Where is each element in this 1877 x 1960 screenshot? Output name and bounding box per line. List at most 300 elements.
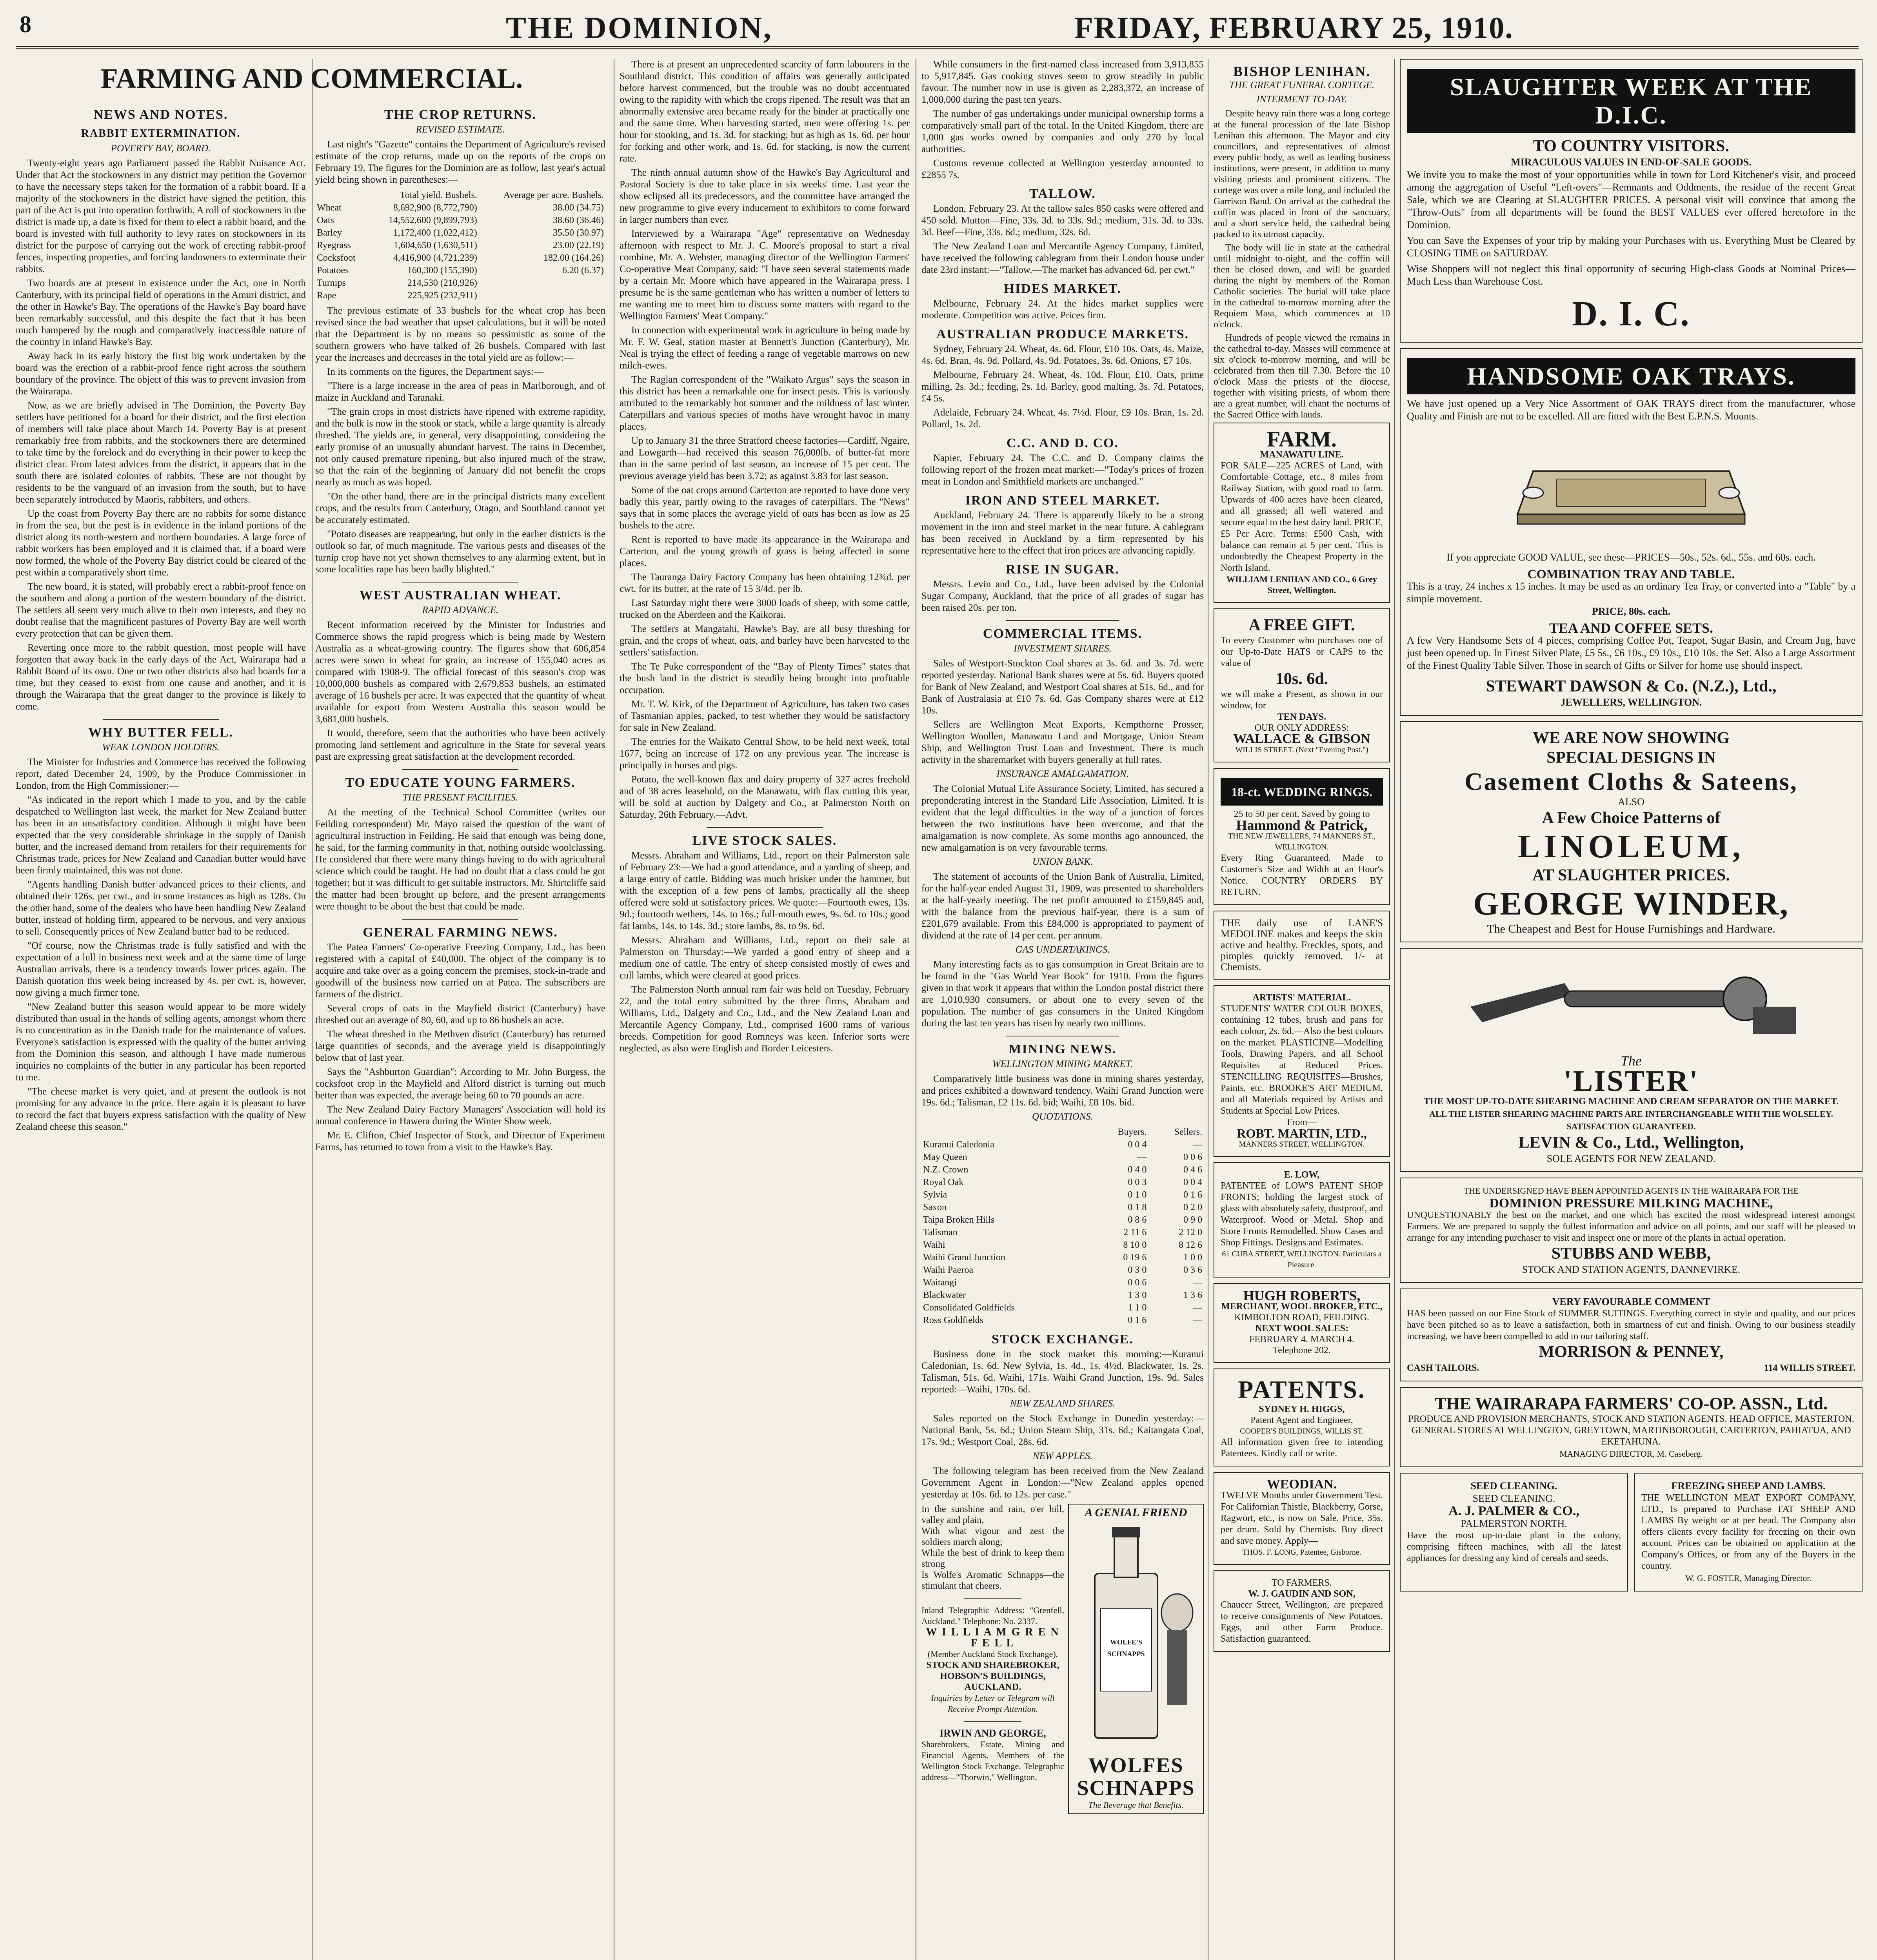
table-cell: 38.60 (36.46)	[553, 215, 604, 225]
patents-title: PATENTS.	[1238, 1376, 1366, 1403]
gaudin-name: W. J. GAUDIN AND SON,	[1248, 1589, 1356, 1599]
winder-ad	[1400, 721, 1862, 942]
cc-title: C.C. AND D. CO.	[1007, 436, 1119, 450]
table-cell: 8 10 0	[1123, 1240, 1147, 1250]
patents-name: SYDNEY H. HIGGS,	[1259, 1404, 1345, 1414]
wa-wheat-subtitle: RAPID ADVANCE.	[422, 605, 499, 615]
table-row	[315, 264, 605, 277]
table-cell: Wheat	[317, 203, 342, 213]
divider	[964, 1598, 1021, 1599]
table-cell: 0 9 0	[1183, 1215, 1202, 1225]
poem-line: In the sunshine and rain, o'er hill, valley and plain,	[921, 1504, 1064, 1525]
quotations-table	[921, 1126, 1204, 1327]
article-paragraph: Messrs. Levin and Co., Ltd., have been advised by the Colonial Sugar Company, Auckland, that the price of all grades of sugar has been raised 20s. per ton.	[921, 579, 1204, 613]
article-paragraph: Napier, February 24. The C.C. and D. Company claims the following report of the frozen meat market:—"Today's prices of frozen meat in London and Smithfield markets are unchanged."	[921, 453, 1204, 487]
page-number: 8	[20, 11, 31, 37]
article-paragraph: Some of the oat crops around Carterton are reported to have done very badly this year, partly owing to the ravages of caterpillars. The "News" says that in some places the average yield of oats has been as low as 25 bushels to the acre.	[620, 485, 910, 531]
table-row	[315, 214, 605, 227]
gaudin-label: TO FARMERS.	[1272, 1578, 1332, 1588]
shearing-machine-icon	[1455, 960, 1808, 1050]
table-cell: 2 11 6	[1123, 1227, 1147, 1238]
table-cell: 0 0 3	[1128, 1177, 1147, 1187]
trays-title: HANDSOME OAK TRAYS.	[1407, 358, 1855, 394]
stubbs-name: STUBBS AND WEBB,	[1551, 1245, 1711, 1263]
roberts-sales-label: NEXT WOOL SALES:	[1255, 1323, 1348, 1334]
article-paragraph: "As indicated in the report which I made to you, and by the cable despatched to Wellington last week, the market for New Zealand butter has been in an unsatisfactory condition. Although it might have been expected that the very considerable shrinkage in the supply of Danish butter, and the increased demand from retailers for their requirements for Christmas trade, prices for New Zealand and Canadian butter would have been firmly maintained, this was not done.	[16, 795, 306, 876]
divider	[964, 1721, 1021, 1722]
table-cell: Talisman	[923, 1227, 958, 1238]
rings-price: 25 to 50 per cent. Saved by going to	[1234, 809, 1370, 819]
table-row	[921, 1189, 1204, 1201]
article-paragraph: It would, therefore, seem that the authorities who have been actively promoting land settlement and agriculture in the State for several years past are expressing great satisfaction at the development recorded.	[315, 728, 605, 762]
morrison-sub-1: CASH TAILORS.	[1407, 1363, 1479, 1373]
article-paragraph: Sales reported on the Stock Exchange in Dunedin yesterday:—National Bank, 5s. 6d.; Union Steam Ship, 31s. 6d.; Kaitangata Coal, 17s. 9d.; Westport Coal, 28s. 6d.	[921, 1413, 1204, 1447]
table-cell: 0 0 6	[1183, 1152, 1202, 1162]
farm-agent: WILLIAM LENIHAN AND CO., 6 Grey Street, Wellington.	[1226, 574, 1377, 595]
morrison-subs	[1407, 1362, 1855, 1374]
gfn-title: GENERAL FARMING NEWS.	[363, 925, 558, 940]
divider	[402, 919, 518, 920]
article-paragraph: In connection with experimental work in agriculture in being made by Mr. F. W. Geal, station master at Bennett's Junction (Canterbury), Mr. Neal is trying the effect of feeding a range of vegetable marrows on new milch-ewes.	[620, 325, 910, 371]
union-title: UNION BANK.	[1032, 857, 1093, 867]
table-cell: 225,925 (232,911)	[407, 290, 477, 301]
table-cell: 0 19 6	[1123, 1252, 1147, 1263]
table-header-cell: Total yield. Bushels.	[400, 190, 477, 200]
table-row	[921, 1251, 1204, 1264]
article-paragraph: Last Saturday night there were 3000 loads of sheep, with some cattle, trucked on the Aberdeen and the Kaikorai.	[620, 598, 910, 620]
table-cell: Taipa Broken Hills	[923, 1215, 995, 1225]
winder-line-7: AT SLAUGHTER PRICES.	[1532, 866, 1730, 884]
table-row	[921, 1301, 1204, 1314]
telephone-line: Inland Telegraphic Address: "Grenfell, Auckland." Telephone: No. 2337.	[921, 1605, 1064, 1626]
schnapps-tagline: The Beverage that Benefits.	[1088, 1800, 1184, 1810]
dic-logo: D. I. C.	[1572, 294, 1690, 333]
table-row	[921, 1226, 1204, 1239]
article-paragraph: At the meeting of the Technical School Committee (writes our Feilding correspondent) Mr. Mayo raised the question of the want of agricultural instruction in Feilding. He said that enough was being done, he said, for the farming community in that, nothing outside woolclassing. He considered that there were many things having to do with agricultural science which could be taught. He had no doubt that a class could be got together; but it was difficult to get suitable instructors. Mr. Shirtcliffe said the matter had been brought up before, and the present arrangements were thought to be about the best that could be made.	[315, 807, 605, 912]
roberts-ad	[1214, 1283, 1390, 1363]
trays-text: We have just opened up a Very Nice Assortment of OAK TRAYS direct from the manufacturer, whose Quality and Finish are not to be excelled. All are fitted with the Best E.P.N.S. Mounts.	[1407, 398, 1855, 422]
table-cell: 1 1 0	[1128, 1303, 1147, 1313]
table-cell: Consolidated Goldfields	[923, 1303, 1015, 1313]
gaudin-ad	[1214, 1570, 1390, 1652]
palmer-name: A. J. PALMER & CO.,	[1448, 1504, 1579, 1518]
table-cell: —	[1193, 1303, 1202, 1313]
gift-days: TEN DAYS.	[1277, 712, 1326, 722]
table-header-cell: Buyers.	[1117, 1127, 1147, 1137]
patents-sub: Patent Agent and Engineer,	[1250, 1415, 1353, 1425]
article-paragraph: The Te Puke correspondent of the "Bay of Plenty Times" states that the bush land in the district is steadily being brought into profitable occupation.	[620, 661, 910, 695]
bishop-sub2: INTERMENT TO-DAY.	[1256, 94, 1347, 105]
table-cell: 0 1 6	[1183, 1190, 1202, 1200]
article-paragraph: Melbourne, February 24. At the hides market supplies were moderate. Competition was active. Prices firm.	[921, 298, 1204, 321]
new-apples-title: NEW APPLES.	[1032, 1451, 1093, 1461]
schnapps-ad	[1068, 1504, 1204, 1814]
article-paragraph: The Minister for Industries and Commerce has received the following report, dated December 24, 1909, by the Produce Commissioner in London, from the High Commissioner:—	[16, 757, 306, 791]
poem-line: Is Wolfe's Aromatic Schnapps—the stimulant that cheers.	[921, 1570, 1064, 1591]
bishop-subtitle: THE GREAT FUNERAL CORTEGE.	[1229, 80, 1375, 91]
table-cell: 6.20 (6.37)	[562, 265, 604, 276]
article-paragraph: The New Zealand Loan and Mercantile Agency Company, Limited, have received the following cablegram from their London house under date 23rd instant:—"Tallow.—The market has advanced 6d. per cwt."	[921, 241, 1204, 275]
morrison-name: MORRISON & PENNEY,	[1539, 1343, 1724, 1361]
palmer-text: Have the most up-to-date plant in the colony, comprising fifteen machines, with all the latest appliances for dressing any kind of cereals and seeds.	[1407, 1530, 1621, 1563]
quotations-title: QUOTATIONS.	[1032, 1111, 1094, 1122]
table-cell: 14,552,600 (9,899,793)	[388, 215, 477, 225]
rings-name: Hammond & Patrick,	[1236, 817, 1368, 833]
slaughter-title: SLAUGHTER WEEK AT THE D.I.C.	[1407, 69, 1855, 133]
article-paragraph: Last night's "Gazette" contains the Department of Agriculture's revised estimate of the crop returns, made up on the reports of the crops on February 19. The figures for the Dominion are as follow, last year's actual yield being shown in parentheses:—	[315, 139, 605, 185]
martin-address: MANNERS STREET, WELLINGTON.	[1239, 1140, 1365, 1149]
low-text: PATENTEE of LOW'S PATENT SHOP FRONTS; holding the largest stock of glass with absolutely safety, dustproof, and Waterproof. Wood or Metal. Shop and Store Fronts Remodelled. Show Cases and Shop Fittings. Designs and Estimates.	[1221, 1181, 1383, 1248]
farmers-subtitle: THE PRESENT FACILITIES.	[402, 792, 518, 803]
table-cell: 38.00 (34.75)	[553, 203, 604, 213]
divider	[402, 582, 518, 583]
divider	[402, 769, 518, 770]
gift-address-label: OUR ONLY ADDRESS:	[1254, 723, 1349, 733]
lister-ad	[1400, 948, 1862, 1172]
table-row	[921, 1214, 1204, 1226]
tea-title: TEA AND COFFEE SETS.	[1549, 620, 1713, 636]
trays-prices: If you appreciate GOOD VALUE, see these—PRICES—50s., 52s. 6d., 55s. and 60s. each.	[1446, 552, 1816, 563]
slaughter-text-2: You can Save the Expenses of your trip by making your Purchases with us. Everything Must be Cleared by CLOSING TIME on SATURDAY.	[1407, 235, 1855, 259]
winder-name: GEORGE WINDER,	[1473, 886, 1789, 922]
divider	[103, 719, 219, 720]
farm-subtitle: MANAWATU LINE.	[1260, 450, 1344, 460]
palmer-address: PALMERSTON NORTH.	[1461, 1518, 1567, 1529]
stock-exchange-title: STOCK EXCHANGE.	[992, 1332, 1134, 1347]
article-paragraph: Rent is reported to have made its appearance in the Wairarapa and Carterton, and the young growth of grass is being affected in some places.	[620, 534, 910, 568]
article-paragraph: Says the "Ashburton Guardian": According to Mr. John Burgess, the cocksfoot crop in the Mayfield and Alford district is turning out much better than was expected, the average being 60 to 70 pounds an acre.	[315, 1067, 605, 1101]
lister-text: THE MOST UP-TO-DATE SHEARING MACHINE AND CREAM SEPARATOR ON THE MARKET.	[1423, 1096, 1839, 1107]
article-paragraph: There is at present an unprecedented scarcity of farm labourers in the Southland district. This condition of affairs was generally anticipated before harvest commenced, but the trouble was no doubt accentuated owing to the rapidity with which the crops ripened. The result was that an abnormally extensive area became ready for the binder at practically one and the same time. When harvesting started, men were offering 1s. per hour for stooking, and 1s. 3d. for stacking; but as high as 1s. 6d. per hour for forking and other work, and 1s. 6d. for stacking, is now the current rate.	[620, 59, 910, 164]
stubbs-ad	[1400, 1178, 1862, 1283]
freezing-text: THE WELLINGTON MEAT EXPORT COMPANY, LTD., Is prepared to Purchase FAT SHEEP AND LAMBS By weight or at per head. The Company also offers clients every facility for freezing on their own account. Prices can be obtained on application at the Company's Offices, or from any of the Buyers in the country.	[1641, 1493, 1855, 1571]
farming-col-2	[315, 102, 605, 1156]
freezing-ad	[1634, 1473, 1862, 1592]
article-paragraph: Reverting once more to the rabbit question, most people will have forgotten that away back in the early days of the Act, Wairarapa had a Rabbit Board of its own. One or two other districts also had boards for a time, but they ceased to exist from one cause and another, and it is through the Wairarapa that the great danger to the province is likely to come.	[16, 642, 306, 712]
article-paragraph: The New Zealand Dairy Factory Managers' Association will hold its annual conference in Hawera during the Winter Show week.	[315, 1104, 605, 1127]
article-paragraph: Several crops of oats in the Mayfield district (Canterbury) have threshed out an average of 80, 60, and up to 86 bushels an acre.	[315, 1003, 605, 1025]
table-cell: 0 2 0	[1183, 1202, 1202, 1212]
roberts-name: HUGH ROBERTS,	[1243, 1288, 1361, 1303]
grenfell-business: STOCK AND SHAREBROKER, HOBSON'S BUILDINGS, AUCKLAND.	[926, 1660, 1059, 1692]
divider	[1006, 620, 1119, 621]
article-paragraph: Up to January 31 the three Stratford cheese factories—Cardiff, Ngaire, and Lowgarth—had received this season 76,000lb. of butter-fat more than in the same period of last season, an increase of 15 per cent. The previous average yield has been 3.72; as against 3.83 for last season.	[620, 436, 910, 481]
table-cell: Barley	[317, 228, 342, 238]
combo-text: This is a tray, 24 inches x 15 inches. It may be used as an ordinary Tea Tray, or converted into a "Table" by a simple movement.	[1407, 581, 1855, 604]
article-paragraph: The statement of accounts of the Union Bank of Australia, Limited, for the half-year ended August 31, 1909, was presented to shareholders at the half-yearly meeting. The net profit amounted to £159,845 and, with the balance from the previous half-year, there is a sum of £201,679 available. From this £84,000 is appropriated to payment of dividend at the rate of 14 per cent. per annum.	[921, 871, 1204, 941]
produce-title: AUSTRALIAN PRODUCE MARKETS.	[936, 327, 1189, 341]
table-cell: 1 3 6	[1183, 1290, 1202, 1300]
morrison-head: VERY FAVOURABLE COMMENT	[1552, 1296, 1710, 1307]
patents-text: All information given free to intending Patentees. Kindly call or write.	[1221, 1437, 1383, 1459]
patents-address: COOPER'S BUILDINGS, WILLIS ST.	[1240, 1427, 1364, 1436]
table-row	[315, 252, 605, 264]
slaughter-ad	[1400, 59, 1862, 343]
article-paragraph: Sydney, February 24. Wheat, 4s. 6d. Flour, £10 10s. Oats, 4s. Maize, 4s. 6d. Bran, 4s. 9d. Pollard, 4s. 9d. Potatoes, 3s. 6d. Onions, £7 10s.	[921, 344, 1204, 366]
article-paragraph: The Palmerston North annual ram fair was held on Tuesday, February 22, and the total entry submitted by the three firms, Abraham and Williams, Ltd., Dalgety and Co., Ltd., and the New Zealand Loan and Mercantile Agency Company, Ltd., comprised 1600 rams of various breeds. Competition for good Romneys was keen. Inferior sorts were neglected, as also were English and Border Leicesters.	[620, 984, 910, 1054]
divider	[707, 827, 823, 828]
gift-ad	[1214, 608, 1390, 762]
weddian-agent: THOS. F. LONG, Patentee, Gisborne.	[1242, 1548, 1361, 1557]
seed-title: SEED CLEANING.	[1470, 1480, 1557, 1492]
gaudin-text: Chaucer Street, Wellington, are prepared to receive consignments of New Potatoes, Eggs, and other Farm Produce. Satisfaction guaranteed.	[1221, 1600, 1383, 1644]
table-cell: 0 0 6	[1128, 1278, 1147, 1288]
article-paragraph: The wheat threshed in the Methven district (Canterbury) has returned large quantities of seconds, and the average yield is disappointingly below that of last year.	[315, 1029, 605, 1063]
article-paragraph: Sales of Westport-Stockton Coal shares at 3s. 6d. and 3s. 7d. were reported yesterday. National Bank shares were at 5s. 6d. Buyers quoted for Bank of New Zealand, and Westport Coal shares at 51s. 6d., and for Bank of Australasia at £10 7s. 6d. Gas Company shares were at £12 10s.	[921, 658, 1204, 716]
table-cell: Cocksfoot	[317, 253, 356, 263]
article-paragraph: Potato, the well-known flax and dairy property of 327 acres freehold and of 38 acres leasehold, on the Manawatu, with flax cutting this year, will be sold at auction by Dalgety and Co., at Palmerston North on Saturday, 26th February.—Advt.	[620, 774, 910, 820]
artists-text: STUDENTS' WATER COLOUR BOXES, containing 12 tubes, brush and pans for each colour, 2s. 6d.—Also the best colours on the market. PLASTICINE—Modelling Tools, Drawing Papers, and all School Requisites at Reduced Prices. STENCILLING REQUISITES—Brushes, Paints, etc. BROOKE'S ART MEDIUM, and all Materials required by Artists and Students at Special Low Prices.	[1221, 1004, 1383, 1116]
column-5	[1214, 59, 1390, 1960]
stubbs-sub: STOCK AND STATION AGENTS, DANNEVIRKE.	[1522, 1264, 1741, 1275]
article-paragraph: Business done in the stock market this morning:—Kuranui Caledonian, 1s. 6d. New Sylvia, 1s. 4d., 1s. 4½d. Blackwater, 1s. 2s. Talisman, 51s. 6d. Waihi, 171s. Waihi Grand Junction, 19s. 9d. Sales reported:—Waihi, 170s. 6d.	[921, 1349, 1204, 1395]
slaughter-text: We invite you to make the most of your opportunities while in town for Lord Kitchener's visit, and proceed among the aggregation of Useful "Left-overs"—Remnants and Oddments, the residue of the recent Great Sale, which we are Clearing at SLAUGHTER PRICES. A personal visit will convince that among the "Throw-Outs" from all departments will be found the BEST VALUES ever offered heretofore in the Dominion.	[1407, 169, 1855, 230]
levin-sub: SOLE AGENTS FOR NEW ZEALAND.	[1546, 1153, 1716, 1164]
table-row	[921, 1138, 1204, 1151]
table-cell: —	[1193, 1140, 1202, 1150]
table-cell: Waihi Paeroa	[923, 1265, 974, 1275]
farming-headline: FARMING AND COMMERCIAL.	[100, 63, 523, 94]
roberts-sales: FEBRUARY 4. MARCH 4.	[1249, 1334, 1354, 1345]
poem-line: While the best of drink to keep them strong	[921, 1548, 1064, 1569]
table-header-cell: Sellers.	[1174, 1127, 1202, 1137]
investment-title: INVESTMENT SHARES.	[1014, 643, 1112, 654]
sugar-title: RISE IN SUGAR.	[1006, 562, 1119, 577]
table-cell	[479, 289, 605, 302]
farm-title: FARM.	[1267, 427, 1337, 452]
poem-block	[921, 1504, 1064, 1814]
article-paragraph: "Agents handling Danish butter advanced prices to their clients, and obtained their 126s. per cwt., and in some instances as high as 128s. On the other hand, some of the dealers who have been handling New Zealand butter, instead of holding firm, appeared to be nervous, and very anxious to sell. Consequently prices of New Zealand butter had to be reduced.	[16, 879, 306, 937]
artists-title: ARTISTS' MATERIAL.	[1252, 993, 1351, 1003]
article-paragraph: While consumers in the first-named class increased from 3,913,855 to 5,917,845. Gas cooking stoves seem to grow steadily in public favour. The number now in use is given as 2,283,372, an increase of 1,000,000 during the past ten years.	[921, 59, 1204, 105]
article-paragraph: "New Zealand butter this season would appear to be more widely distributed than usual in the hands of selling agents, amongst whom there is no concentration as in the Danish trade for the maintenance of values. Everyone's satisfaction is expressed with the quality of the butter arriving from the Dominion this season, and although I have made numerous inquiries no complaints of the butter in any particular has been reported to me.	[16, 1002, 306, 1083]
article-paragraph: Two boards are at present in existence under the Act, one in North Canterbury, with its principal field of operations in the Amuri district, and the other in Hawke's Bay. The operations of the Hawke's Bay board have been remarkably successful, and this despite the fact that it has been much hampered by the rough and comparatively inaccessible nature of the country in inland Hawke's Bay.	[16, 278, 306, 347]
farmers-title: TO EDUCATE YOUNG FARMERS.	[345, 775, 576, 790]
crop-subtitle: REVISED ESTIMATE.	[416, 124, 505, 135]
rings-sub: THE NEW JEWELLERS, 74 MANNERS ST., WELLINGTON.	[1228, 832, 1375, 851]
article-paragraph: Twenty-eight years ago Parliament passed the Rabbit Nuisance Act. Under that Act the stockowners in any district may petition the Governor to have the necessary steps taken for the formation of a rabbit board. If a majority of the stockowners in the district have signed the petition, this part of the Act is put into operation forthwith. A roll of stockowners in the district is made up, a date is fixed for them to elect a rabbit board, and the board is invested with full authority to levy rates on stockowners in its district for the purpose of carrying out the work of erecting rabbit-proof fences, inspecting properties, and forcing landowners to exterminate their rabbits.	[16, 158, 306, 274]
weddian-title: WEODIAN.	[1266, 1477, 1337, 1492]
martin-name: ROBT. MARTIN, LTD.,	[1237, 1126, 1367, 1140]
patents-ad	[1214, 1368, 1390, 1466]
roberts-sub: MERCHANT, WOOL BROKER, ETC.,	[1221, 1301, 1383, 1312]
table-row	[921, 1176, 1204, 1189]
winder-line-2: SPECIAL DESIGNS IN	[1546, 749, 1716, 767]
lister-name: 'LISTER'	[1563, 1065, 1699, 1098]
table-row	[921, 1289, 1204, 1301]
article-paragraph: Comparatively little business was done in mining shares yesterday, and prices exhibited a downward tendency. Waihi Grand Junction were 19s. 6d.; Talisman, £2 11s. 6d. bid; Waihi, £8 10s. bid.	[921, 1074, 1204, 1108]
article-paragraph: In its comments on the figures, the Department says:—	[327, 367, 543, 377]
table-cell: Saxon	[923, 1202, 947, 1212]
table-header-row	[315, 189, 605, 201]
iron-title: IRON AND STEEL MARKET.	[965, 493, 1160, 508]
article-paragraph: Interviewed by a Wairarapa "Age" representative on Wednesday afternoon with respect to Mr. J. C. Moore's proposal to start a rival combine, Mr. A. Webster, managing director of the Wellington Farmers' Co-operative Meat Company, said: "I have seen several statements made by a certain Mr. Moore which have appeared in the Wairarapa press. I presume he is the same gentleman who has written a number of letters to me wanting me to meet him to discuss some matters with regard to the Wellington Farmers' Meat Company."	[620, 229, 910, 321]
article-paragraph: The following telegram has been received from the New Zealand Government Agent in London:—"New Zealand apples opened yesterday at 10s. 6d. to 12s. per case."	[921, 1466, 1204, 1500]
nz-shares-title: NEW ZEALAND SHARES.	[1010, 1398, 1116, 1409]
article-paragraph: Despite heavy rain there was a long cortege at the funeral procession of the late Bishop Lenihan this afternoon. The Mayor and city councillors, and representatives of almost every public body, as well as leading business institutions, were present, in addition to many visiting priests and prominent citizens. The cortege was over a mile long, and included the Garrison Band. On arrival at the cathedral the coffin was placed in front of the sanctuary, and a short service held, the cathedral being packed to its utmost capacity.	[1214, 109, 1390, 240]
stubbs-machine: DOMINION PRESSURE MILKING MACHINE,	[1489, 1196, 1773, 1210]
table-row	[921, 1151, 1204, 1163]
schnapps-bottle-label: WOLFE'S SCHNAPPS	[1107, 1638, 1145, 1658]
livestock-title: LIVE STOCK SALES.	[692, 833, 837, 848]
table-cell: 4,416,900 (4,721,239)	[393, 253, 477, 263]
gift-title: A FREE GIFT.	[1248, 616, 1355, 634]
gift-amount: 10s. 6d.	[1275, 670, 1328, 688]
article-paragraph: Mr. E. Clifton, Chief Inspector of Stock, and Director of Experiment Farms, has returned to town from a visit to the Hawke's Bay.	[315, 1130, 605, 1152]
winder-line-6: LINOLEUM,	[1518, 828, 1744, 865]
table-cell: 1,172,400 (1,022,412)	[393, 228, 477, 238]
table-cell: Blackwater	[923, 1290, 966, 1300]
weddian-text: TWELVE Months under Government Test. For Californian Thistle, Blackberry, Gorse, Ragwort, etc., is now on Sale. Price, 35s. per drum. Sold by Chemists. Buy direct and save money. Apply—	[1221, 1490, 1383, 1546]
column-rule	[1394, 59, 1395, 1960]
bishop-title: BISHOP LENIHAN.	[1233, 64, 1371, 79]
table-cell: 0 4 0	[1128, 1165, 1147, 1175]
low-ad	[1214, 1162, 1390, 1278]
gift-text-2: we will make a Present, as shown in our window, for	[1221, 689, 1383, 711]
article-paragraph: Mr. T. W. Kirk, of the Department of Agriculture, has taken two cases of Tasmanian apples, packed, to test whether they would be satisfactory for sale in New Zealand.	[620, 699, 910, 733]
article-paragraph: The body will lie in state at the cathedral until midnight to-night, and the coffin will then be closed down, and will be guarded during the night by members of the Roman Catholic societies. The burial will take place in the cathedral to-morrow morning after the Requiem Mass, which commences at 10 o'clock.	[1214, 243, 1390, 330]
levin-name: LEVIN & Co., Ltd., Wellington,	[1518, 1134, 1744, 1152]
winder-line-1: WE ARE NOW SHOWING	[1532, 729, 1730, 747]
wa-wheat-title: WEST AUSTRALIAN WHEAT.	[359, 588, 561, 603]
table-cell: 1,604,650 (1,630,511)	[393, 240, 477, 250]
column-4	[921, 59, 1204, 1960]
martin-from: From—	[1286, 1117, 1317, 1127]
winder-sub: The Cheapest and Best for House Furnishings and Hardware.	[1487, 922, 1775, 935]
newspaper-title: THE DOMINION,	[506, 11, 773, 45]
table-cell: Ryegrass	[317, 240, 351, 250]
table-cell: Ross Goldfields	[923, 1315, 984, 1325]
table-cell	[479, 277, 605, 289]
article-paragraph: Sellers are Wellington Meat Exports, Kempthorne Prosser, Wellington Woollen, Manawatu Land and Mortgage, Union Steam Ship, and Wellington Trust Loan and Investment. There is much activity in the sharemarket with buyers generally at full rates.	[921, 719, 1204, 765]
table-row	[921, 1276, 1204, 1289]
table-cell: —	[1193, 1315, 1202, 1325]
stubbs-intro: THE UNDERSIGNED HAVE BEEN APPOINTED AGENTS IN THE WAIRARAPA FOR THE	[1463, 1186, 1799, 1196]
table-cell: 23.00 (22.19)	[553, 240, 604, 250]
schnapps-banner: A GENIAL FRIEND	[1085, 1506, 1187, 1519]
bottom-ads	[1400, 1473, 1862, 1597]
article-paragraph: "The grain crops in most districts have ripened with extreme rapidity, and the bulk is now in the stook or stack, while a large quantity is already threshed. The yields are, in general, very disappointing, considering the early promise of an unusually abundant harvest. The rains in December, not only caused premature ripening, but also injured much of the straw, so that the rain of the beginning of January did not benefit the crops nearly as much as was hoped.	[315, 407, 605, 488]
news-notes-heading: NEWS AND NOTES.	[93, 107, 228, 122]
table-cell: 0 3 6	[1183, 1265, 1202, 1275]
hides-title: HIDES MARKET.	[1004, 281, 1121, 296]
article-paragraph: The previous estimate of 33 bushels for the wheat crop has been revised since the bad weather that upset calculations, but it will be noted that the Department is by no means so pessimistic as some of the southern growers who have talked of 26 bushels. Compared with last year the increases and decreases in the total yield are as follow:—	[315, 305, 605, 363]
schnapps-bottle-icon	[1071, 1519, 1201, 1754]
table-cell: —	[1193, 1278, 1202, 1288]
rabbit-dateline: POVERTY BAY, BOARD.	[111, 143, 211, 154]
combo-title: COMBINATION TRAY AND TABLE.	[1527, 567, 1735, 581]
slaughter-sub2: MIRACULOUS VALUES IN END-OF-SALE GOODS.	[1511, 156, 1752, 168]
article-paragraph: Up the coast from Poverty Bay there are no rabbits for some distance in from the sea, but the pest is in evidence in the inland portions of the district along its north-western and northern boundaries. A large force of rabbit workers has been employed and it is claimed that, if a board were now formed, the whole of the Poverty Bay district could be cleared of the pest within a comparatively short time.	[16, 508, 306, 578]
table-row	[921, 1314, 1204, 1327]
table-row	[921, 1163, 1204, 1176]
table-row	[315, 289, 605, 302]
farming-col-1	[16, 102, 306, 1156]
article-paragraph: The number of gas undertakings under municipal ownership forms a comparatively small part of the total. In the United Kingdom, there are 1,000 gas works owned by companies and only 270 by local authorities.	[921, 109, 1204, 154]
table-cell: 0 1 6	[1128, 1315, 1147, 1325]
table-cell: Waihi	[923, 1240, 945, 1250]
winder-line-3: Casement Cloths & Sateens,	[1465, 768, 1798, 795]
article-paragraph: Many interesting facts as to gas consumption in Great Britain are to be found in the "Gas World Year Book" for 1910. From the figures given in that work it appears that within the London postal district there are 1,010,930 consumers, or about one to every seven of the population. The number of gas consumers in the United Kingdom during the last ten years has risen by nearly two millions.	[921, 959, 1204, 1029]
wairarapa-ad	[1400, 1387, 1862, 1467]
rings-ad	[1214, 768, 1390, 905]
rings-title: 18-ct. WEDDING RINGS.	[1221, 778, 1383, 806]
slaughter-text-3: Wise Shoppers will not neglect this final opportunity of securing High-class Goods at Nominal Prices—Much Less than Warehouse Cost.	[1407, 263, 1855, 287]
table-cell: May Queen	[923, 1152, 967, 1162]
article-paragraph: The Colonial Mutual Life Assurance Society, Limited, has secured a preponderating interest in the Standard Life Association, Limited. It is evident that the legal difficulties in the way of a junction of forces between the two institutions have been overcome, and that the amalgamation is now complete. As some months ago announced, the new amalgamation is on very favourable terms.	[921, 784, 1204, 853]
combo-price: PRICE, 80s. each.	[1592, 606, 1671, 617]
table-cell: 182.00 (164.26)	[543, 253, 604, 263]
lanes-text: THE daily use of LANE'S MEDOLINE makes and keeps the skin active and healthy. Freckles, spots, and pimples quickly removed. 1/- at Chemists.	[1221, 917, 1383, 973]
column-6	[1400, 59, 1862, 1960]
lister-text-2: ALL THE LISTER SHEARING MACHINE PARTS ARE INTERCHANGEABLE WITH THE WOLSELEY. SATISFACTION GUARANTEED.	[1429, 1109, 1833, 1131]
freezing-sign: W. G. FOSTER, Managing Director.	[1685, 1573, 1812, 1583]
grenfell-name: W I L L I A M G R E N F E L L	[926, 1626, 1060, 1649]
farm-text: FOR SALE—225 ACRES of Land, with Comfortable Cottage, etc., 8 miles from Railway Station, with good road to farm. Upwards of 400 acres have been cleared, and all grassed; all well watered and secure equal to the best dairy land. PRICE, £5 Per Acre. Terms: £500 Cash, with balance can remain at 5 per cent. This is undoubtedly the Cheapest Property in the North Island.	[1221, 461, 1383, 573]
schnapps-area	[921, 1504, 1204, 1814]
article-paragraph: Messrs. Abraham and Williams, Ltd., report on their sale at Palmerston on Thursday:—We yarded a good entry of sheep and a medium one of cattle. The entry of sheep consisted mostly of ewes and cull lambs, which were cleared at good prices.	[620, 935, 910, 981]
article-paragraph: The ninth annual autumn show of the Hawke's Bay Agricultural and Pastoral Society is due to take place in six weeks' time. Last year the show eclipsed all its predecessors, and the committee have arranged the new programme to give every inducement to exhibitors to come forward in larger numbers than ever.	[620, 167, 910, 225]
table-row	[315, 277, 605, 289]
freezing-title: FREEZING SHEEP AND LAMBS.	[1671, 1480, 1826, 1492]
butter-subtitle: WEAK LONDON HOLDERS.	[102, 742, 220, 753]
table-cell: 214,530 (210,926)	[407, 278, 477, 288]
wairarapa-manager: MANAGING DIRECTOR, M. Caseberg.	[1559, 1449, 1703, 1459]
table-cell: N.Z. Crown	[923, 1165, 968, 1175]
table-cell: 8 12 6	[1179, 1240, 1202, 1250]
article-paragraph: The Tauranga Dairy Factory Company has been obtaining 12¾d. per cwt. for its butter, at the rate of 15 3/4d. per lb.	[620, 572, 910, 594]
table-header-cell: Average per acre. Bushels.	[503, 190, 604, 200]
oak-tray-icon	[1510, 428, 1753, 546]
mining-title: MINING NEWS.	[1008, 1042, 1117, 1056]
crop-table	[315, 189, 605, 302]
article-paragraph: The Raglan correspondent of the "Waikato Argus" says the season in this district has been a remarkable one for insect pests. This is variously attributed to the remarkably hot summer and the mildness of last winter. Caterpillars and various species of moths have wrought havoc in many places.	[620, 374, 910, 432]
table-cell: 1 0 0	[1183, 1252, 1202, 1263]
article-paragraph: Now, as we are briefly advised in The Dominion, the Poverty Bay settlers have petitioned for a board for their district, and the first election of members will take place about March 14. Poverty Bay is at present remarkably free from rabbits, and the stockowners there are determined to take time by the forelock and do everything in their power to keep the district clear. From latest advices from the district, it appears that in the south there are isolated colonies of rabbits. These are not thought by residents to be the vanguard of an invasion from the south, but to have been separately introduced by Maoris, rabbiters, and others.	[16, 400, 306, 505]
table-cell: Rape	[317, 290, 336, 301]
irwin-text: Sharebrokers, Estate, Mining and Financial Agents, Members of the Wellington Stock Exchange. Telegraphic address—"Thorwin," Wellington.	[921, 1739, 1064, 1782]
lanes-ad	[1214, 911, 1390, 980]
gift-name: WALLACE & GIBSON	[1233, 731, 1370, 746]
table-cell: 0 4 6	[1183, 1165, 1202, 1175]
wairarapa-name: THE WAIRARAPA FARMERS' CO-OP. ASSN., Ltd.	[1435, 1394, 1828, 1413]
butter-title: WHY BUTTER FELL.	[88, 725, 233, 740]
artists-ad	[1214, 985, 1390, 1157]
roberts-address: KIMBOLTON ROAD, FEILDING.	[1234, 1312, 1369, 1323]
schnapps-brand: WOLFES SCHNAPPS	[1077, 1753, 1195, 1800]
article-paragraph: "On the other hand, there are in the principal districts many excellent crops, and the results from Canterbury, Otago, and Southland cannot yet be accurately estimated.	[315, 491, 605, 525]
article-paragraph: Customs revenue collected at Wellington yesterday amounted to £2855 7s.	[921, 158, 1204, 180]
table-cell: Oats	[317, 215, 334, 225]
issue-date: FRIDAY, FEBRUARY 25, 1910.	[1074, 11, 1514, 45]
table-row	[315, 239, 605, 252]
table-cell: 0 8 6	[1128, 1215, 1147, 1225]
article-paragraph: "There is a large increase in the area of peas in Marlborough, and of maize in Auckland and Taranaki.	[315, 381, 605, 403]
article-paragraph: Recent information received by the Minister for Industries and Commerce shows the rapid progress which is being made by Western Australia as a wheat-growing country. The figures show that 606,854 acres were sown in wheat for grain, an increase of 155,040 acres as compared with 1908-9. The official forecast of this season's crop was 10,000,000 bushels as compared with 2,679,853 bushels, an estimated average of 16 bushels per acre. It was expected that the quantity of wheat available for export from Western Australia this season would be 3,681,000 bushels.	[315, 620, 605, 724]
mining-subtitle: WELLINGTON MINING MARKET.	[992, 1059, 1133, 1069]
article-paragraph: Messrs. Abraham and Williams, Ltd., report on their Palmerston sale of February 23:—We had a good attendance, and a yarding of sheep, and a large entry of cattle. Bidding was much brisker under the hammer, but with the exception of a few pens of lambs, practically all the sheep offered were sold at satisfactory prices. We quote:—Fourtooth ewes, 13s. 9d.; fourtooth wethers, 14s. to 16s.; full-mouth ewes, 9s. 6d. to 10s.; good fat lambs, 14s. to 14s. 3d.; store lambs, 8s. to 9s. 6d.	[620, 850, 910, 931]
trays-ad	[1400, 348, 1862, 716]
morrison-sub-2: 114 WILLIS STREET.	[1764, 1363, 1855, 1373]
table-cell: Sylvia	[923, 1190, 947, 1200]
roberts-phone: Telephone 202.	[1273, 1345, 1331, 1356]
irwin-title: IRWIN AND GEORGE,	[939, 1728, 1046, 1739]
tallow-title: TALLOW.	[1029, 187, 1096, 201]
table-cell: 1 3 0	[1128, 1290, 1147, 1300]
table-cell: Kuranui Caledonia	[923, 1140, 994, 1150]
farming-section	[16, 59, 608, 1960]
morrison-ad	[1400, 1289, 1862, 1381]
